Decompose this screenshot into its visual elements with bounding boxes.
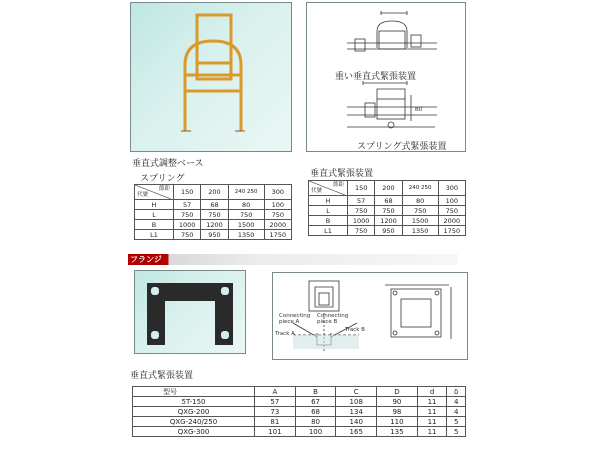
column-header: d xyxy=(417,387,447,397)
row-label: L1 xyxy=(135,230,174,240)
table-cell: 90 xyxy=(377,397,418,407)
column-header: 型号 xyxy=(133,387,255,397)
table-cell: 57 xyxy=(348,196,375,206)
table-row xyxy=(133,417,466,427)
track-a-label: Track A xyxy=(275,331,295,337)
connecting-piece-schematic xyxy=(272,272,468,360)
column-header: 300 xyxy=(438,181,465,196)
table-row xyxy=(135,200,292,210)
flange-dimension-table xyxy=(132,386,466,437)
table-cell: 1500 xyxy=(402,216,438,226)
flange-plate-illustration xyxy=(135,271,245,353)
frame-photo xyxy=(130,2,292,152)
table-cell: 750 xyxy=(438,206,465,216)
column-header: δ xyxy=(447,387,466,397)
table-cell: 2000 xyxy=(264,220,291,230)
orange-frame-illustration xyxy=(131,3,291,151)
photo-caption: 垂直式調整ベース xyxy=(132,159,204,169)
track-b-label: Track B xyxy=(345,327,365,333)
table-cell: 108 xyxy=(336,397,377,407)
table-cell: 57 xyxy=(174,200,201,210)
table-cell: 101 xyxy=(255,427,296,437)
table-cell: 1750 xyxy=(438,226,465,236)
table-corner xyxy=(135,185,174,200)
column-header: 240 250 xyxy=(228,185,264,200)
table-cell: 11 xyxy=(417,407,447,417)
flange-banner-label: フランジ xyxy=(130,255,162,264)
corner-top: 節距 xyxy=(332,182,344,188)
table-cell: 11 xyxy=(417,397,447,407)
table-cell: 1350 xyxy=(228,230,264,240)
corner-bottom: 代號 xyxy=(311,188,323,194)
table-row xyxy=(309,206,466,216)
table-cell: 750 xyxy=(348,226,375,236)
table-cell: 750 xyxy=(174,230,201,240)
dim-label: B0 xyxy=(415,107,423,113)
table-cell: 165 xyxy=(336,427,377,437)
column-header: B xyxy=(295,387,336,397)
table-cell: 1350 xyxy=(402,226,438,236)
table-cell: 1000 xyxy=(174,220,201,230)
table-cell: 11 xyxy=(417,427,447,437)
table-row xyxy=(133,397,466,407)
model-cell: 5T-150 xyxy=(133,397,255,407)
table-cell: 67 xyxy=(295,397,336,407)
table-row xyxy=(309,216,466,226)
column-header: 150 xyxy=(348,181,375,196)
row-label: B xyxy=(135,220,174,230)
row-label: B xyxy=(309,216,348,226)
table-cell: 950 xyxy=(375,226,402,236)
flange-table-title: 垂直式緊張装置 xyxy=(130,371,194,381)
table-cell: 100 xyxy=(438,196,465,206)
row-label: L xyxy=(135,210,174,220)
table-cell: 68 xyxy=(295,407,336,417)
table-cell: 1750 xyxy=(264,230,291,240)
column-header: C xyxy=(336,387,377,397)
column-header: 240 250 xyxy=(402,181,438,196)
table-row xyxy=(133,427,466,437)
table-cell: 134 xyxy=(336,407,377,417)
diagram-caption-bottom: スプリング式緊張装置 xyxy=(357,142,447,152)
table-cell: 98 xyxy=(377,407,418,417)
table-cell: 1200 xyxy=(201,220,228,230)
table-cell: 73 xyxy=(255,407,296,417)
spec-table-left xyxy=(134,184,292,240)
table-cell: 80 xyxy=(295,417,336,427)
table-cell: 750 xyxy=(228,210,264,220)
flange-banner xyxy=(128,254,458,265)
table-row xyxy=(309,226,466,236)
table-cell: 750 xyxy=(201,210,228,220)
connecting-piece-a-label: Connecting piece A xyxy=(279,313,311,325)
connecting-piece-b-label: Connecting piece B xyxy=(317,313,349,325)
table-cell: 80 xyxy=(228,200,264,210)
row-label: L xyxy=(309,206,348,216)
row-label: L1 xyxy=(309,226,348,236)
table-header-row xyxy=(133,387,466,397)
model-cell: QXG-200 xyxy=(133,407,255,417)
flange-photo xyxy=(134,270,246,354)
table-cell: 750 xyxy=(174,210,201,220)
table-cell: 80 xyxy=(402,196,438,206)
table-cell: 950 xyxy=(201,230,228,240)
table-row xyxy=(135,210,292,220)
tensioner-schematic xyxy=(306,2,466,152)
table-cell: 68 xyxy=(375,196,402,206)
table-cell: 2000 xyxy=(438,216,465,226)
column-header: A xyxy=(255,387,296,397)
table-cell: 57 xyxy=(255,397,296,407)
table-row xyxy=(135,220,292,230)
table-cell: 100 xyxy=(295,427,336,437)
model-cell: QXG-240/250 xyxy=(133,417,255,427)
table-cell: 1000 xyxy=(348,216,375,226)
corner-bottom: 代號 xyxy=(137,192,149,198)
diagram-caption-top: 重い垂直式緊張装置 xyxy=(335,72,417,82)
column-header: 200 xyxy=(201,185,228,200)
row-label: H xyxy=(309,196,348,206)
table-cell: 81 xyxy=(255,417,296,427)
table-cell: 11 xyxy=(417,417,447,427)
column-header: 150 xyxy=(174,185,201,200)
table-row xyxy=(133,407,466,417)
row-label: H xyxy=(135,200,174,210)
table-cell: 135 xyxy=(377,427,418,437)
table-cell: 110 xyxy=(377,417,418,427)
right-table-title: 垂直式緊張装置 xyxy=(310,169,374,179)
table-corner xyxy=(309,181,348,196)
model-cell: QXG-300 xyxy=(133,427,255,437)
table-cell: 68 xyxy=(201,200,228,210)
table-cell: 750 xyxy=(264,210,291,220)
table-cell: 750 xyxy=(402,206,438,216)
table-row xyxy=(135,230,292,240)
table-cell: 1500 xyxy=(228,220,264,230)
column-header: 200 xyxy=(375,181,402,196)
spring-label: スプリング xyxy=(140,174,185,184)
table-cell: 100 xyxy=(264,200,291,210)
table-cell: 140 xyxy=(336,417,377,427)
table-cell: 750 xyxy=(348,206,375,216)
table-cell: 1200 xyxy=(375,216,402,226)
table-cell: 4 xyxy=(447,397,466,407)
spec-table-right xyxy=(308,180,466,236)
column-header: D xyxy=(377,387,418,397)
table-cell: 5 xyxy=(447,417,466,427)
column-header: 300 xyxy=(264,185,291,200)
corner-top: 節距 xyxy=(158,186,170,192)
table-cell: 4 xyxy=(447,407,466,417)
table-cell: 750 xyxy=(375,206,402,216)
table-row xyxy=(309,196,466,206)
table-cell: 5 xyxy=(447,427,466,437)
